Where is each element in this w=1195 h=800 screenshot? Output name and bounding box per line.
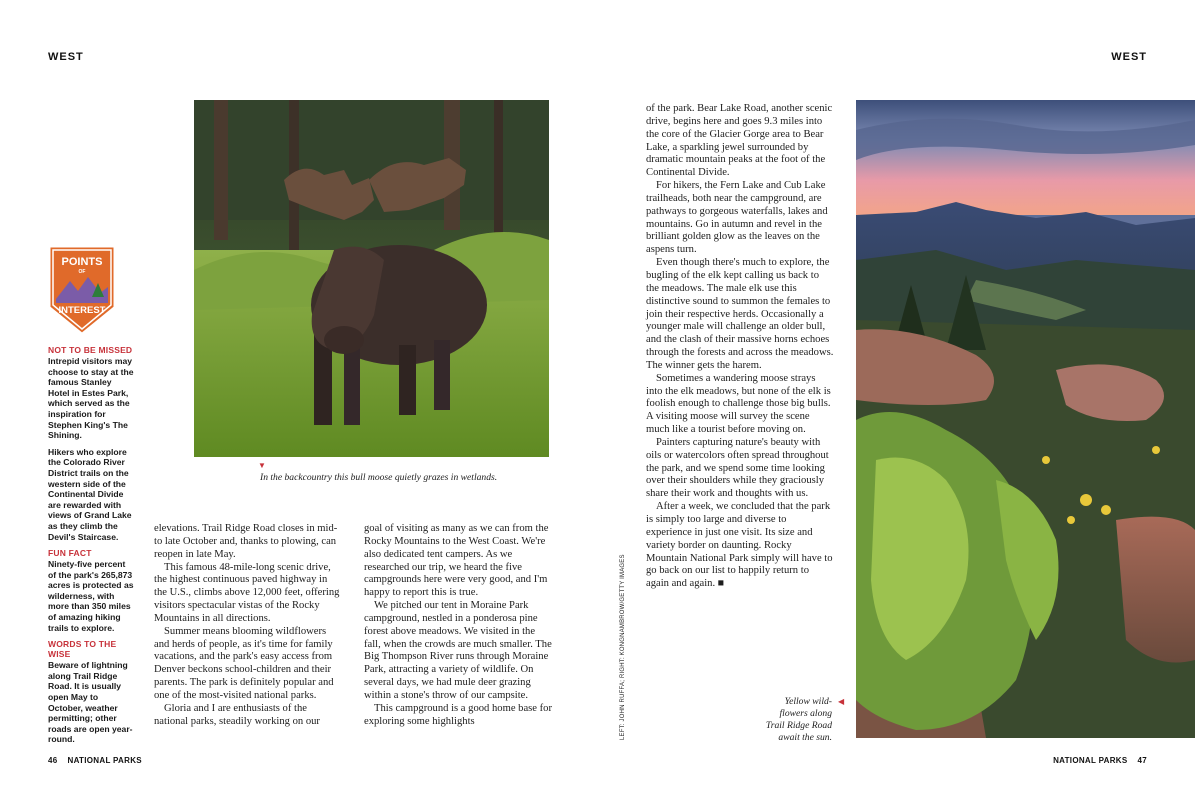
section-label-right: WEST (1111, 51, 1147, 63)
end-mark-icon: ■ (717, 578, 725, 590)
body-paragraph: This campground is a good home base for exploring some highlights (364, 702, 552, 727)
badge-line3: INTEREST (58, 305, 106, 316)
flower-caption-line: flowers along (779, 708, 832, 719)
page-number: 47 (1137, 756, 1147, 765)
body-column-3 (646, 103, 834, 591)
folio-right (1053, 756, 1147, 765)
page-number: 46 (48, 756, 58, 765)
body-paragraph: For hikers, the Fern Lake and Cub Lake trailheads, both near the campground, are pathways to gorgeous waterfalls, lakes and mountains. Go in autumn and revel in the brilliant golden glow as the leaves on the aspens turn. (646, 180, 828, 256)
sidebar-heading: WORDS TO THE WISE (48, 639, 117, 660)
points-of-interest-badge (48, 245, 116, 335)
flower-caption-line: await the sun. (778, 732, 832, 743)
body-paragraph: Summer means blooming wildflowers and herds of people, as it's time for family vacations, and the park's easy access from Denver beckons school-children and their parents. The park is definitely popular and one of the most-visited national parks. (154, 625, 334, 701)
body-paragraph: of the park. Bear Lake Road, another scenic drive, begins here and goes 9.3 miles into the core of the Glacier Gorge area to Bear Lake, a sparkling jewel surrounded by dramatic mountain peaks at the foot of the Continental Divide. (646, 103, 833, 179)
photo-credit: LEFT: JOHN RUFFA; RIGHT: KONGNAMBROW/GETTY IMAGES (620, 554, 626, 740)
folio-left (48, 756, 142, 765)
body-paragraph (646, 501, 834, 591)
sidebar-text: Hikers who explore the Colorado River District trails on the western side of the Continental Divide are rewarded with views of Grand Lake as they climb the Devil's Staircase. (48, 446, 132, 542)
body-column-2 (364, 523, 552, 729)
flower-caption-line: Trail Ridge Road (765, 720, 832, 731)
magazine-name: NATIONAL PARKS (1053, 756, 1128, 765)
body-paragraph: elevations. Trail Ridge Road closes in mid- to late October and, thanks to plowing, can reopen in late May. (154, 523, 338, 560)
wildflower-landscape-photo (856, 100, 1195, 738)
sidebar-heading: NOT TO BE MISSED (48, 345, 133, 355)
badge-line2: OF (78, 269, 86, 275)
moose-photo (194, 100, 549, 457)
sidebar-text: Ninety-five percent of the park's 265,873 acres is protected as wilderness, with more than 350 miles of amazing hiking trails to explore. (48, 559, 134, 633)
body-paragraph: Even though there's much to explore, the bugling of the elk kept calling us back to the meadows. The male elk use this distinctive sound to summon the females to join their respective herds. Occasionally a younger male will challenge an older bull, and the clash of their massive horns echoes through the forests and across the meadows. The winner gets the harem. (646, 257, 834, 371)
sidebar-heading: FUN FACT (48, 548, 92, 559)
caption-marker-icon: ▼ (258, 461, 266, 470)
flower-caption (730, 696, 832, 744)
body-paragraph: goal of visiting as many as we can from the Rocky Mountains to the West Coast. We're also dedicated tent campers. As we researched our trip, we heard the five campgrounds here were very good, and I'm happy to report this is true. (364, 523, 549, 599)
body-paragraph: Painters capturing nature's beauty with oils or watercolors often spread throughout the park, and we spend some time looking over their shoulders while they graciously share their work and thoughts with us. (646, 436, 829, 500)
body-paragraph: Gloria and I are enthusiasts of the national parks, steadily working on our (154, 702, 320, 727)
magazine-name: NATIONAL PARKS (67, 756, 142, 765)
points-of-interest-sidebar (48, 345, 134, 751)
sidebar-text: Beware of lightning along Trail Ridge Road. It is usually open May to October, weather permitting; other roads are open year-round. (48, 660, 133, 745)
body-column-1 (154, 523, 342, 729)
body-paragraph: This famous 48-mile-long scenic drive, the highest continuous paved highway in the U.S., climbs above 12,000 feet, offering visitors spectacular vistas of the Rocky Mountains in all directions. (154, 561, 340, 624)
sidebar-text: Intrepid visitors may choose to stay at the famous Stanley Hotel in Estes Park, which served as the inspiration for Stephen King's The Shining. (48, 356, 134, 441)
badge-line1: POINTS (61, 256, 103, 268)
caption-marker-icon: ◀ (838, 697, 845, 706)
section-label-left: WEST (48, 51, 84, 63)
body-paragraph: We pitched our tent in Moraine Park campground, nestled in a ponderosa pine forest above meadows. We visited in the fall, when the crowds are much smaller. The Big Thompson River runs through Moraine Park, attracting a variety of wildlife. On several days, we had mule deer grazing within a stone's throw of our campsite. (364, 600, 552, 701)
body-paragraph: Sometimes a wandering moose strays into the elk meadows, but none of the elk is foolish enough to challenge those big bulls. A visiting moose will survey the scene much like a tourist before moving on. (646, 372, 831, 436)
flower-caption-line: Yellow wild- (784, 696, 832, 707)
moose-caption: In the backcountry this bull moose quietly grazes in wetlands. (260, 472, 498, 483)
body-paragraph-text: After a week, we concluded that the park is simply too large and diverse to experience in just one visit. Its size and variety border on daunting. Rocky Mountain National Park simply will have to go back on our list to happily return to again and again. (646, 501, 833, 590)
